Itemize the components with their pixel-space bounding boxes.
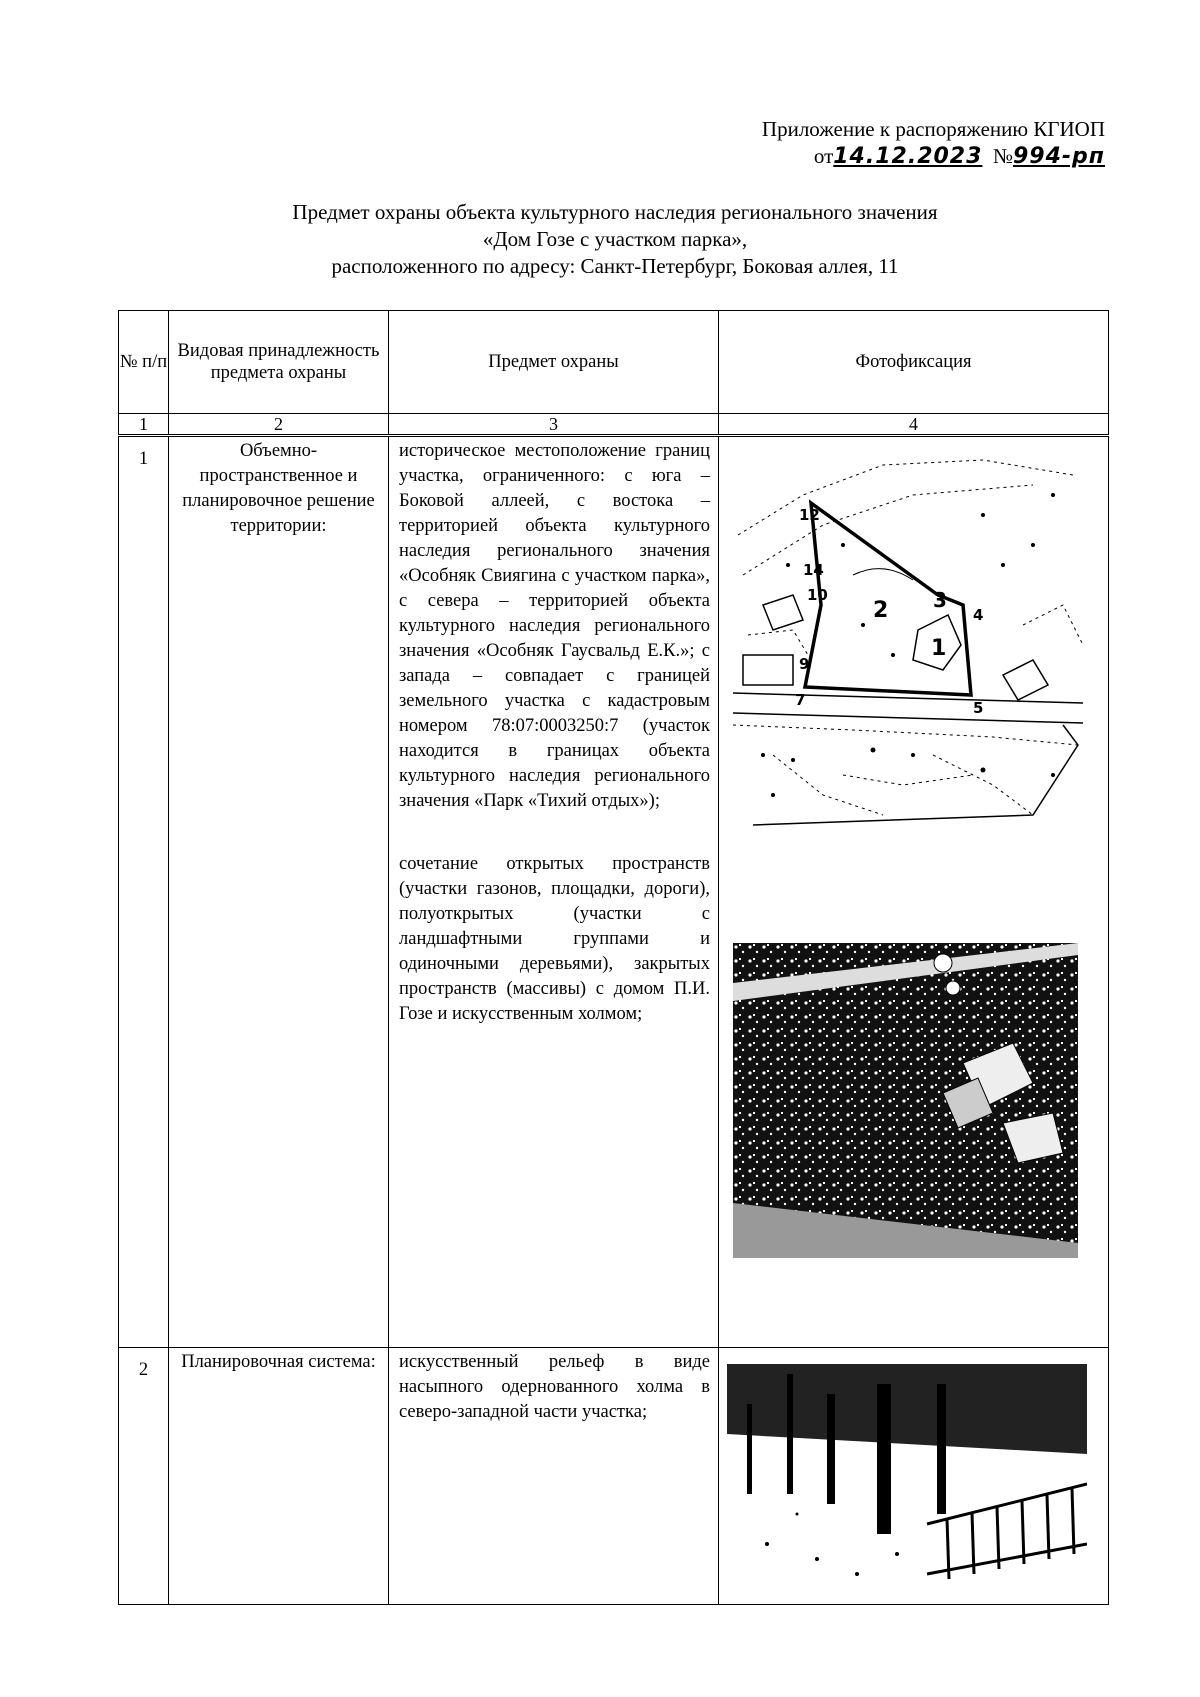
column-number: 4 [719,414,1109,436]
document-title [120,199,1110,280]
header-row [119,311,1109,414]
subject-paragraph: сочетание открытых пространств (участки газонов, площадки, дороги), полуоткрытых (участки с ландшафтными группами и одиночными деревьями), закрытых пространств (массивы) с домом П.И. Гозе и искусственным холмом; [399,854,710,1024]
map-label: 7 [795,691,806,709]
row-subject [389,436,719,1348]
row-subject [389,1348,719,1605]
from-label: от [813,144,834,168]
hill-photo [727,1364,1087,1586]
subject-paragraph: историческое местоположение границ участка, ограниченного: с юга – Боковой аллеей, с востока – территорией объекта культурного наследия регионального значения «Особняк Свиягина с участком парка», с севера – территорией объекта культурного наследия регионального значения «Особняк Гаусвальд Е.К.»; с запада – совпадает с границей земельного участка с кадастровым номером 78:07:0003250:7 (участок находится в границах объекта культурного наследия регионального значения «Парк «Тихий отдых»); [399,441,710,811]
row-kind: Планировочная система: [169,1348,389,1605]
column-number: 1 [119,414,169,436]
map-label: 4 [973,606,984,624]
header-subject: Предмет охраны [389,311,719,414]
row-kind: Объемно-пространственное и планировочное решение территории: [169,436,389,1348]
table-row [119,436,1109,1348]
map-label: 14 [803,561,824,579]
table-row [119,1348,1109,1605]
appendix-title: Приложение к распоряжению КГИОП [761,117,1105,141]
map-label: 2 [873,598,889,623]
map-label: 12 [799,506,820,524]
map-label: 9 [799,655,810,673]
header-kind: Видовая принадлежность предмета охраны [169,311,389,414]
order-number: 994-рп [1012,144,1105,169]
subject-paragraph: искусственный рельеф в виде насыпного одернованного холма в северо-западной части участка; [399,1352,710,1422]
aerial-photo [733,943,1078,1258]
row-number: 2 [119,1348,169,1605]
order-date: 14.12.2023 [833,144,983,169]
map-label: 10 [807,586,828,604]
appendix-date-number [762,143,1105,170]
number-label: № [992,144,1013,168]
site-plan-map [733,455,1088,835]
title-line-1: Предмет охраны объекта культурного наследия регионального значения [292,200,938,224]
row-photos [719,436,1109,1348]
title-line-2: «Дом Гозе с участком парка», [482,227,748,251]
appendix-header [762,116,1105,170]
header-photo: Фотофиксация [719,311,1109,414]
map-label: 5 [973,699,984,717]
row-number: 1 [119,436,169,1348]
column-number: 3 [389,414,719,436]
protection-subject-table [118,310,1109,1605]
map-label: 1 [931,636,947,661]
row-photos [719,1348,1109,1605]
map-label: 3 [933,588,947,612]
column-number-row [119,414,1109,436]
header-number: № п/п [119,311,169,414]
column-number: 2 [169,414,389,436]
title-line-3: расположенного по адресу: Санкт-Петербург, Боковая аллея, 11 [331,254,899,278]
